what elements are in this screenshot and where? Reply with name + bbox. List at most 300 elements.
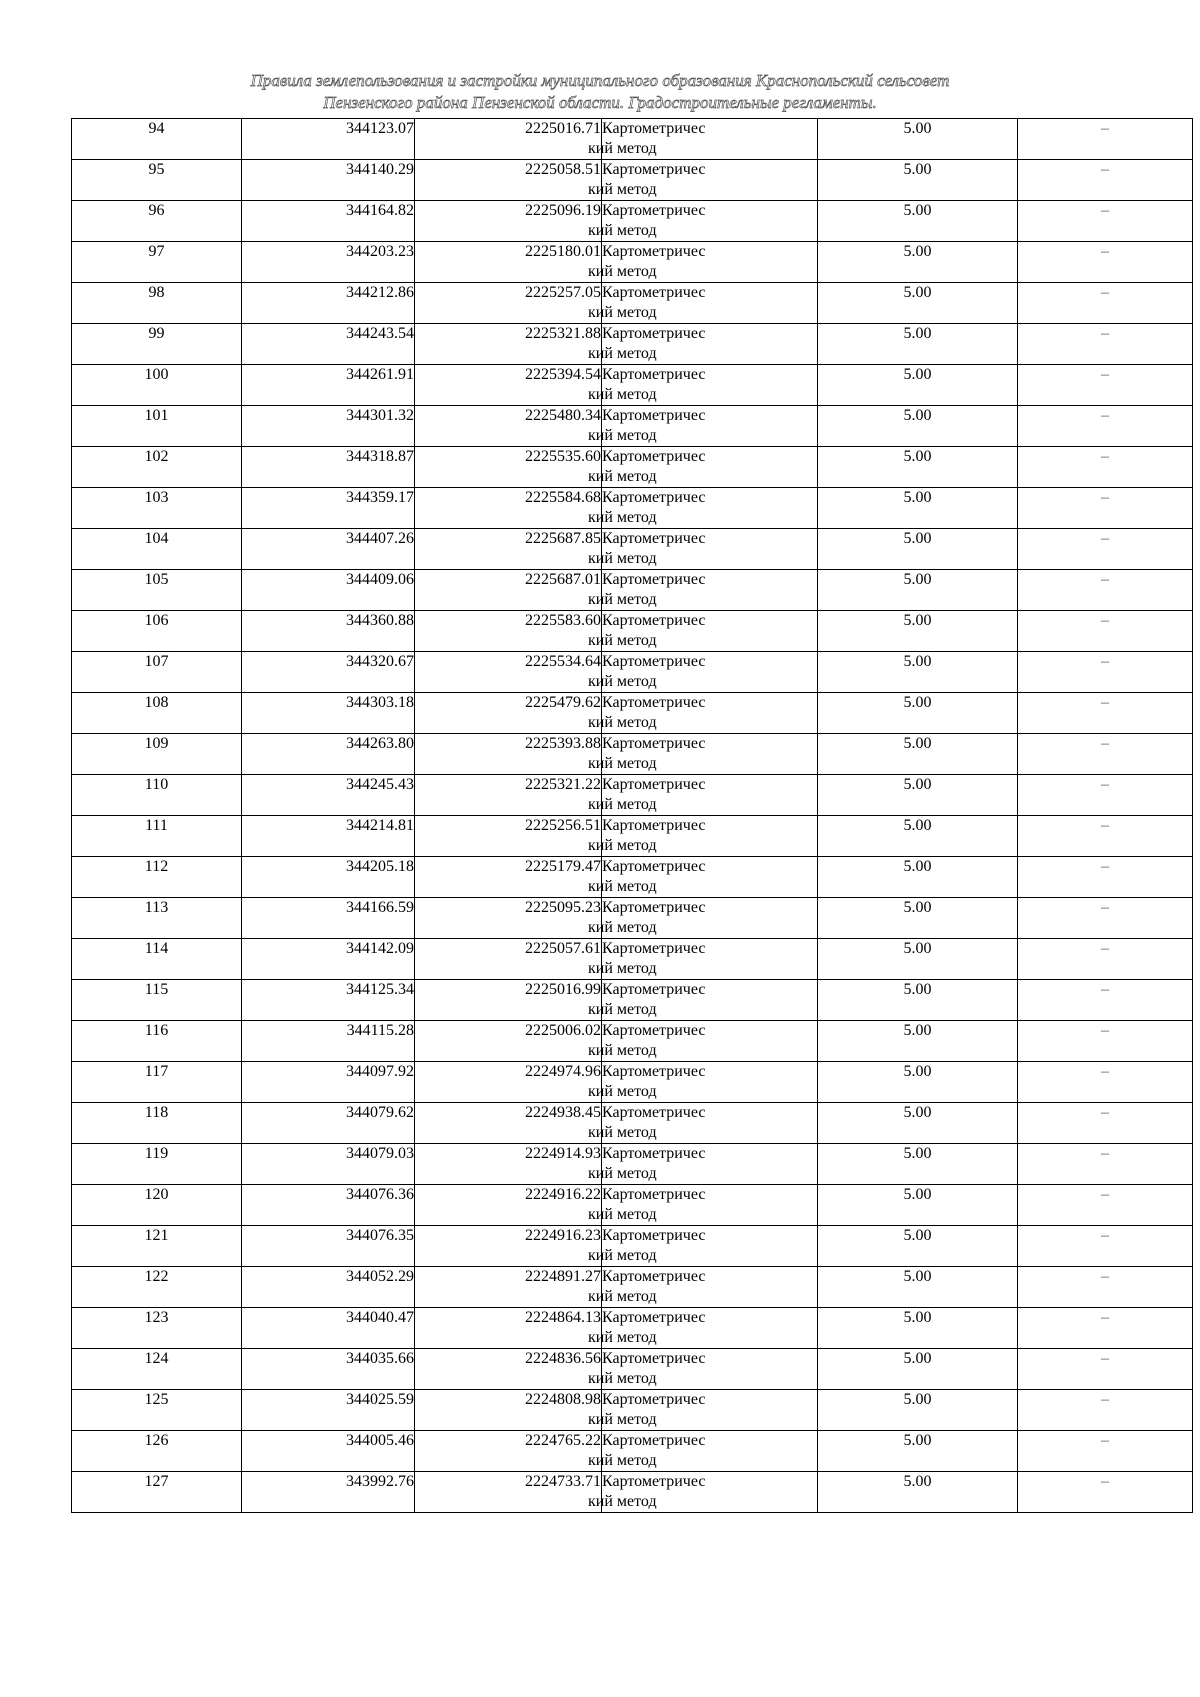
accuracy-cell: 5.00 — [818, 1349, 1018, 1390]
y-coordinate-cell: 2225393.88 — [415, 734, 602, 775]
method-label-line-2: кий метод — [588, 714, 657, 731]
description-cell: – — [1018, 1103, 1193, 1144]
method-label-line-2: кий метод — [588, 1329, 657, 1346]
x-coordinate-cell: 344052.29 — [242, 1267, 415, 1308]
point-number-cell: 127 — [72, 1472, 242, 1513]
x-coordinate-cell: 344318.87 — [242, 447, 415, 488]
method-label-line-1: Картометричес — [602, 1104, 706, 1121]
point-number-cell: 97 — [72, 242, 242, 283]
accuracy-cell: 5.00 — [818, 857, 1018, 898]
point-number-cell: 118 — [72, 1103, 242, 1144]
table-row — [72, 816, 1193, 857]
y-coordinate-cell: 2224733.71 — [415, 1472, 602, 1513]
accuracy-cell: 5.00 — [818, 160, 1018, 201]
method-label-line-2: кий метод — [588, 181, 657, 198]
method-label-line-2: кий метод — [588, 304, 657, 321]
table-row — [72, 201, 1193, 242]
table-row — [72, 160, 1193, 201]
point-number-cell: 121 — [72, 1226, 242, 1267]
table-row — [72, 1021, 1193, 1062]
method-label-line-2: кий метод — [588, 1411, 657, 1428]
y-coordinate-cell: 2225179.47 — [415, 857, 602, 898]
x-coordinate-cell: 344245.43 — [242, 775, 415, 816]
accuracy-cell: 5.00 — [818, 324, 1018, 365]
accuracy-cell: 5.00 — [818, 1021, 1018, 1062]
method-label-line-1: Картометричес — [602, 1022, 706, 1039]
method-label-line-1: Картометричес — [602, 735, 706, 752]
accuracy-cell: 5.00 — [818, 529, 1018, 570]
accuracy-cell: 5.00 — [818, 1472, 1018, 1513]
point-number-cell: 102 — [72, 447, 242, 488]
point-number-cell: 109 — [72, 734, 242, 775]
method-label-line-2: кий метод — [588, 591, 657, 608]
point-number-cell: 116 — [72, 1021, 242, 1062]
coordinates-table-body — [72, 119, 1193, 1513]
method-label-line-1: Картометричес — [602, 120, 706, 137]
method-label-line-2: кий метод — [588, 140, 657, 157]
accuracy-cell: 5.00 — [818, 734, 1018, 775]
method-label-line-1: Картометричес — [602, 1473, 706, 1490]
method-label-line-1: Картометричес — [602, 284, 706, 301]
method-cell — [588, 980, 818, 1021]
x-coordinate-cell: 344005.46 — [242, 1431, 415, 1472]
description-cell: – — [1018, 611, 1193, 652]
point-number-cell: 120 — [72, 1185, 242, 1226]
method-label-line-2: кий метод — [588, 1247, 657, 1264]
table-row — [72, 1062, 1193, 1103]
method-cell — [588, 693, 818, 734]
point-number-cell: 125 — [72, 1390, 242, 1431]
point-number-cell: 123 — [72, 1308, 242, 1349]
x-coordinate-cell: 344076.36 — [242, 1185, 415, 1226]
table-row — [72, 1267, 1193, 1308]
y-coordinate-cell: 2225480.34 — [415, 406, 602, 447]
accuracy-cell: 5.00 — [818, 939, 1018, 980]
description-cell: – — [1018, 1390, 1193, 1431]
x-coordinate-cell: 344035.66 — [242, 1349, 415, 1390]
x-coordinate-cell: 344140.29 — [242, 160, 415, 201]
method-label-line-1: Картометричес — [602, 202, 706, 219]
point-number-cell: 106 — [72, 611, 242, 652]
method-label-line-2: кий метод — [588, 345, 657, 362]
description-cell: – — [1018, 1349, 1193, 1390]
method-label-line-1: Картометричес — [602, 489, 706, 506]
method-label-line-2: кий метод — [588, 755, 657, 772]
accuracy-cell: 5.00 — [818, 898, 1018, 939]
y-coordinate-cell: 2224836.56 — [415, 1349, 602, 1390]
y-coordinate-cell: 2225687.01 — [415, 570, 602, 611]
x-coordinate-cell: 344079.62 — [242, 1103, 415, 1144]
accuracy-cell: 5.00 — [818, 201, 1018, 242]
method-cell — [588, 1021, 818, 1062]
y-coordinate-cell: 2225016.71 — [415, 119, 602, 160]
method-label-line-1: Картометричес — [602, 1227, 706, 1244]
method-label-line-1: Картометричес — [602, 243, 706, 260]
table-row — [72, 365, 1193, 406]
table-row — [72, 1390, 1193, 1431]
method-label-line-2: кий метод — [588, 1288, 657, 1305]
x-coordinate-cell: 343992.76 — [242, 1472, 415, 1513]
description-cell: – — [1018, 1308, 1193, 1349]
x-coordinate-cell: 344303.18 — [242, 693, 415, 734]
accuracy-cell: 5.00 — [818, 242, 1018, 283]
method-cell — [588, 1308, 818, 1349]
description-cell: – — [1018, 857, 1193, 898]
description-cell: – — [1018, 283, 1193, 324]
method-label-line-1: Картометричес — [602, 612, 706, 629]
method-label-line-2: кий метод — [588, 673, 657, 690]
x-coordinate-cell: 344214.81 — [242, 816, 415, 857]
point-number-cell: 124 — [72, 1349, 242, 1390]
accuracy-cell: 5.00 — [818, 365, 1018, 406]
description-cell: – — [1018, 488, 1193, 529]
x-coordinate-cell: 344243.54 — [242, 324, 415, 365]
method-label-line-1: Картометричес — [602, 899, 706, 916]
x-coordinate-cell: 344040.47 — [242, 1308, 415, 1349]
method-label-line-2: кий метод — [588, 796, 657, 813]
x-coordinate-cell: 344320.67 — [242, 652, 415, 693]
description-cell: – — [1018, 324, 1193, 365]
description-cell: – — [1018, 1144, 1193, 1185]
table-row — [72, 1185, 1193, 1226]
accuracy-cell: 5.00 — [818, 1431, 1018, 1472]
y-coordinate-cell: 2225096.19 — [415, 201, 602, 242]
accuracy-cell: 5.00 — [818, 1390, 1018, 1431]
method-cell — [588, 939, 818, 980]
method-label-line-1: Картометричес — [602, 530, 706, 547]
x-coordinate-cell: 344142.09 — [242, 939, 415, 980]
y-coordinate-cell: 2225016.99 — [415, 980, 602, 1021]
description-cell: – — [1018, 939, 1193, 980]
x-coordinate-cell: 344261.91 — [242, 365, 415, 406]
point-number-cell: 113 — [72, 898, 242, 939]
description-cell: – — [1018, 734, 1193, 775]
method-label-line-1: Картометричес — [602, 817, 706, 834]
y-coordinate-cell: 2224916.22 — [415, 1185, 602, 1226]
accuracy-cell: 5.00 — [818, 980, 1018, 1021]
point-number-cell: 111 — [72, 816, 242, 857]
y-coordinate-cell: 2225479.62 — [415, 693, 602, 734]
point-number-cell: 112 — [72, 857, 242, 898]
method-cell — [588, 1226, 818, 1267]
method-cell — [588, 1431, 818, 1472]
method-cell — [588, 365, 818, 406]
accuracy-cell: 5.00 — [818, 119, 1018, 160]
accuracy-cell: 5.00 — [818, 611, 1018, 652]
method-label-line-2: кий метод — [588, 1124, 657, 1141]
table-row — [72, 734, 1193, 775]
y-coordinate-cell: 2224765.22 — [415, 1431, 602, 1472]
method-label-line-2: кий метод — [588, 222, 657, 239]
method-label-line-2: кий метод — [588, 1001, 657, 1018]
description-cell: – — [1018, 1062, 1193, 1103]
point-number-cell: 117 — [72, 1062, 242, 1103]
method-label-line-2: кий метод — [588, 1452, 657, 1469]
method-label-line-1: Картометричес — [602, 448, 706, 465]
method-cell — [588, 898, 818, 939]
table-row — [72, 611, 1193, 652]
accuracy-cell: 5.00 — [818, 1226, 1018, 1267]
x-coordinate-cell: 344076.35 — [242, 1226, 415, 1267]
description-cell: – — [1018, 898, 1193, 939]
accuracy-cell: 5.00 — [818, 570, 1018, 611]
x-coordinate-cell: 344097.92 — [242, 1062, 415, 1103]
method-cell — [588, 1349, 818, 1390]
accuracy-cell: 5.00 — [818, 283, 1018, 324]
method-label-line-2: кий метод — [588, 427, 657, 444]
y-coordinate-cell: 2225095.23 — [415, 898, 602, 939]
method-label-line-1: Картометричес — [602, 1145, 706, 1162]
table-row — [72, 119, 1193, 160]
accuracy-cell: 5.00 — [818, 447, 1018, 488]
point-number-cell: 100 — [72, 365, 242, 406]
point-number-cell: 96 — [72, 201, 242, 242]
description-cell: – — [1018, 1185, 1193, 1226]
description-cell: – — [1018, 447, 1193, 488]
x-coordinate-cell: 344359.17 — [242, 488, 415, 529]
accuracy-cell: 5.00 — [818, 1185, 1018, 1226]
point-number-cell: 98 — [72, 283, 242, 324]
table-row — [72, 857, 1193, 898]
x-coordinate-cell: 344360.88 — [242, 611, 415, 652]
point-number-cell: 107 — [72, 652, 242, 693]
method-cell — [588, 1472, 818, 1513]
x-coordinate-cell: 344166.59 — [242, 898, 415, 939]
y-coordinate-cell: 2225534.64 — [415, 652, 602, 693]
method-label-line-2: кий метод — [588, 1042, 657, 1059]
table-row — [72, 939, 1193, 980]
method-label-line-1: Картометричес — [602, 1309, 706, 1326]
point-number-cell: 94 — [72, 119, 242, 160]
method-cell — [588, 324, 818, 365]
method-cell — [588, 406, 818, 447]
table-row — [72, 447, 1193, 488]
method-label-line-1: Картометричес — [602, 694, 706, 711]
method-label-line-2: кий метод — [588, 1206, 657, 1223]
description-cell: – — [1018, 119, 1193, 160]
description-cell: – — [1018, 1267, 1193, 1308]
method-cell — [588, 242, 818, 283]
y-coordinate-cell: 2224864.13 — [415, 1308, 602, 1349]
table-row — [72, 1144, 1193, 1185]
method-label-line-1: Картометричес — [602, 366, 706, 383]
description-cell: – — [1018, 1431, 1193, 1472]
table-row — [72, 324, 1193, 365]
y-coordinate-cell: 2225006.02 — [415, 1021, 602, 1062]
description-cell: – — [1018, 980, 1193, 1021]
method-label-line-1: Картометричес — [602, 776, 706, 793]
description-cell: – — [1018, 570, 1193, 611]
description-cell: – — [1018, 816, 1193, 857]
point-number-cell: 122 — [72, 1267, 242, 1308]
x-coordinate-cell: 344025.59 — [242, 1390, 415, 1431]
accuracy-cell: 5.00 — [818, 693, 1018, 734]
x-coordinate-cell: 344164.82 — [242, 201, 415, 242]
method-cell — [588, 119, 818, 160]
method-cell — [588, 775, 818, 816]
method-label-line-1: Картометричес — [602, 1268, 706, 1285]
method-label-line-2: кий метод — [588, 837, 657, 854]
method-label-line-2: кий метод — [588, 1370, 657, 1387]
accuracy-cell: 5.00 — [818, 652, 1018, 693]
table-row — [72, 693, 1193, 734]
accuracy-cell: 5.00 — [818, 488, 1018, 529]
y-coordinate-cell: 2225535.60 — [415, 447, 602, 488]
method-label-line-2: кий метод — [588, 919, 657, 936]
x-coordinate-cell: 344079.03 — [242, 1144, 415, 1185]
point-number-cell: 104 — [72, 529, 242, 570]
table-row — [72, 529, 1193, 570]
method-cell — [588, 283, 818, 324]
accuracy-cell: 5.00 — [818, 816, 1018, 857]
method-cell — [588, 201, 818, 242]
method-label-line-1: Картометричес — [602, 1391, 706, 1408]
description-cell: – — [1018, 201, 1193, 242]
description-cell: – — [1018, 160, 1193, 201]
accuracy-cell: 5.00 — [818, 1308, 1018, 1349]
y-coordinate-cell: 2224891.27 — [415, 1267, 602, 1308]
method-label-line-2: кий метод — [588, 1493, 657, 1510]
point-number-cell: 105 — [72, 570, 242, 611]
method-label-line-1: Картометричес — [602, 325, 706, 342]
coordinates-table — [71, 118, 1193, 1513]
method-label-line-1: Картометричес — [602, 1063, 706, 1080]
method-label-line-1: Картометричес — [602, 161, 706, 178]
table-row — [72, 1226, 1193, 1267]
method-cell — [588, 611, 818, 652]
method-cell — [588, 529, 818, 570]
method-label-line-1: Картометричес — [602, 571, 706, 588]
accuracy-cell: 5.00 — [818, 1267, 1018, 1308]
method-cell — [588, 447, 818, 488]
page-header — [0, 70, 1200, 114]
y-coordinate-cell: 2224938.45 — [415, 1103, 602, 1144]
method-label-line-1: Картометричес — [602, 1432, 706, 1449]
x-coordinate-cell: 344212.86 — [242, 283, 415, 324]
header-line-2: Пензенского района Пензенской области. Градостроительные регламенты. — [323, 93, 877, 112]
description-cell: – — [1018, 242, 1193, 283]
method-label-line-1: Картометричес — [602, 1350, 706, 1367]
method-cell — [588, 816, 818, 857]
y-coordinate-cell: 2225256.51 — [415, 816, 602, 857]
table-row — [72, 1103, 1193, 1144]
table-row — [72, 1349, 1193, 1390]
description-cell: – — [1018, 652, 1193, 693]
description-cell: – — [1018, 1021, 1193, 1062]
table-row — [72, 775, 1193, 816]
y-coordinate-cell: 2224974.96 — [415, 1062, 602, 1103]
point-number-cell: 126 — [72, 1431, 242, 1472]
x-coordinate-cell: 344125.34 — [242, 980, 415, 1021]
x-coordinate-cell: 344203.23 — [242, 242, 415, 283]
description-cell: – — [1018, 693, 1193, 734]
description-cell: – — [1018, 775, 1193, 816]
method-label-line-1: Картометричес — [602, 858, 706, 875]
method-label-line-2: кий метод — [588, 960, 657, 977]
method-label-line-1: Картометричес — [602, 940, 706, 957]
y-coordinate-cell: 2225687.85 — [415, 529, 602, 570]
method-cell — [588, 1144, 818, 1185]
point-number-cell: 108 — [72, 693, 242, 734]
y-coordinate-cell: 2224916.23 — [415, 1226, 602, 1267]
method-label-line-2: кий метод — [588, 1165, 657, 1182]
description-cell: – — [1018, 1472, 1193, 1513]
description-cell: – — [1018, 365, 1193, 406]
method-cell — [588, 160, 818, 201]
method-label-line-2: кий метод — [588, 386, 657, 403]
method-cell — [588, 1185, 818, 1226]
y-coordinate-cell: 2225584.68 — [415, 488, 602, 529]
table-row — [72, 1431, 1193, 1472]
point-number-cell: 99 — [72, 324, 242, 365]
table-row — [72, 488, 1193, 529]
point-number-cell: 95 — [72, 160, 242, 201]
y-coordinate-cell: 2225180.01 — [415, 242, 602, 283]
method-label-line-1: Картометричес — [602, 981, 706, 998]
table-row — [72, 980, 1193, 1021]
accuracy-cell: 5.00 — [818, 1103, 1018, 1144]
point-number-cell: 110 — [72, 775, 242, 816]
y-coordinate-cell: 2224914.93 — [415, 1144, 602, 1185]
header-line-1: Правила землепользования и застройки муниципального образования Краснопольский сельсовет — [250, 71, 950, 90]
x-coordinate-cell: 344115.28 — [242, 1021, 415, 1062]
method-label-line-2: кий метод — [588, 509, 657, 526]
y-coordinate-cell: 2224808.98 — [415, 1390, 602, 1431]
method-label-line-2: кий метод — [588, 632, 657, 649]
y-coordinate-cell: 2225321.22 — [415, 775, 602, 816]
accuracy-cell: 5.00 — [818, 775, 1018, 816]
y-coordinate-cell: 2225057.61 — [415, 939, 602, 980]
method-label-line-2: кий метод — [588, 468, 657, 485]
accuracy-cell: 5.00 — [818, 406, 1018, 447]
method-label-line-1: Картометричес — [602, 407, 706, 424]
y-coordinate-cell: 2225583.60 — [415, 611, 602, 652]
description-cell: – — [1018, 406, 1193, 447]
x-coordinate-cell: 344205.18 — [242, 857, 415, 898]
x-coordinate-cell: 344409.06 — [242, 570, 415, 611]
x-coordinate-cell: 344263.80 — [242, 734, 415, 775]
point-number-cell: 114 — [72, 939, 242, 980]
table-row — [72, 1472, 1193, 1513]
accuracy-cell: 5.00 — [818, 1062, 1018, 1103]
table-row — [72, 898, 1193, 939]
y-coordinate-cell: 2225257.05 — [415, 283, 602, 324]
x-coordinate-cell: 344123.07 — [242, 119, 415, 160]
method-label-line-2: кий метод — [588, 1083, 657, 1100]
y-coordinate-cell: 2225058.51 — [415, 160, 602, 201]
description-cell: – — [1018, 529, 1193, 570]
table-row — [72, 652, 1193, 693]
method-cell — [588, 1062, 818, 1103]
method-label-line-2: кий метод — [588, 263, 657, 280]
table-row — [72, 1308, 1193, 1349]
table-row — [72, 406, 1193, 447]
method-cell — [588, 652, 818, 693]
y-coordinate-cell: 2225321.88 — [415, 324, 602, 365]
x-coordinate-cell: 344407.26 — [242, 529, 415, 570]
method-cell — [588, 488, 818, 529]
method-label-line-1: Картометричес — [602, 653, 706, 670]
y-coordinate-cell: 2225394.54 — [415, 365, 602, 406]
x-coordinate-cell: 344301.32 — [242, 406, 415, 447]
point-number-cell: 101 — [72, 406, 242, 447]
description-cell: – — [1018, 1226, 1193, 1267]
accuracy-cell: 5.00 — [818, 1144, 1018, 1185]
method-cell — [588, 570, 818, 611]
point-number-cell: 119 — [72, 1144, 242, 1185]
method-cell — [588, 1103, 818, 1144]
table-row — [72, 283, 1193, 324]
